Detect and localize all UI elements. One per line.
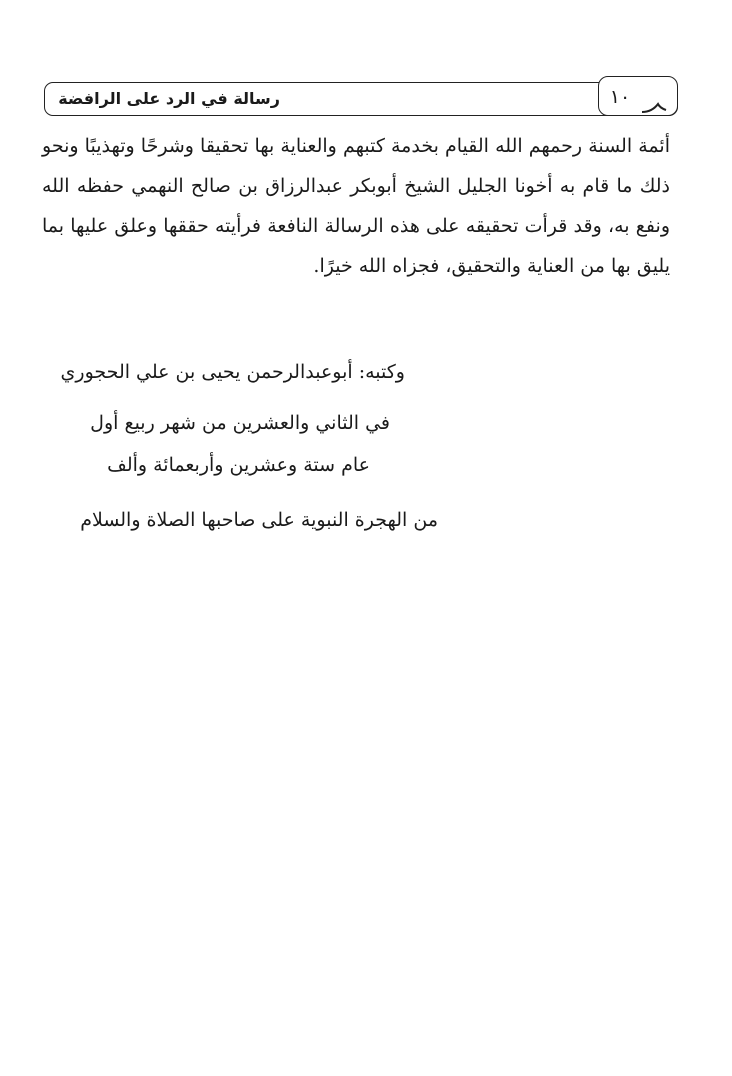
signature-date-line-3: من الهجرة النبوية على صاحبها الصلاة والسلام bbox=[80, 509, 438, 531]
page-number: ١٠ bbox=[609, 86, 631, 108]
signature-date-line-2: عام ستة وعشرين وأربعمائة وألف bbox=[107, 454, 370, 476]
running-header-title: رسالة في الرد على الرافضة bbox=[58, 89, 280, 108]
signature-date-line-1: في الثاني والعشرين من شهر ربيع أول bbox=[90, 412, 390, 434]
main-paragraph: أئمة السنة رحمهم الله القيام بخدمة كتبهم والعناية بها تحقيقا وشرحًا وتهذيبًا ونحو ذلك ما قام به أخونا الجليل الشيخ أبوبكر عبدالرزاق بن صالح النهمي حفظه الله ونفع به، وقد قرأت تحقيقه على هذه الرسالة النافعة فرأيته حققها وعلق عليها بما يليق بها من العناية والتحقيق، فجزاه الله خيرًا. bbox=[42, 135, 670, 277]
signature-author-line: وكتبه: أبوعبدالرحمن يحيى بن علي الحجوري bbox=[60, 361, 405, 383]
main-paragraph-block bbox=[42, 126, 670, 286]
page-tab-ornament-icon bbox=[640, 100, 668, 114]
